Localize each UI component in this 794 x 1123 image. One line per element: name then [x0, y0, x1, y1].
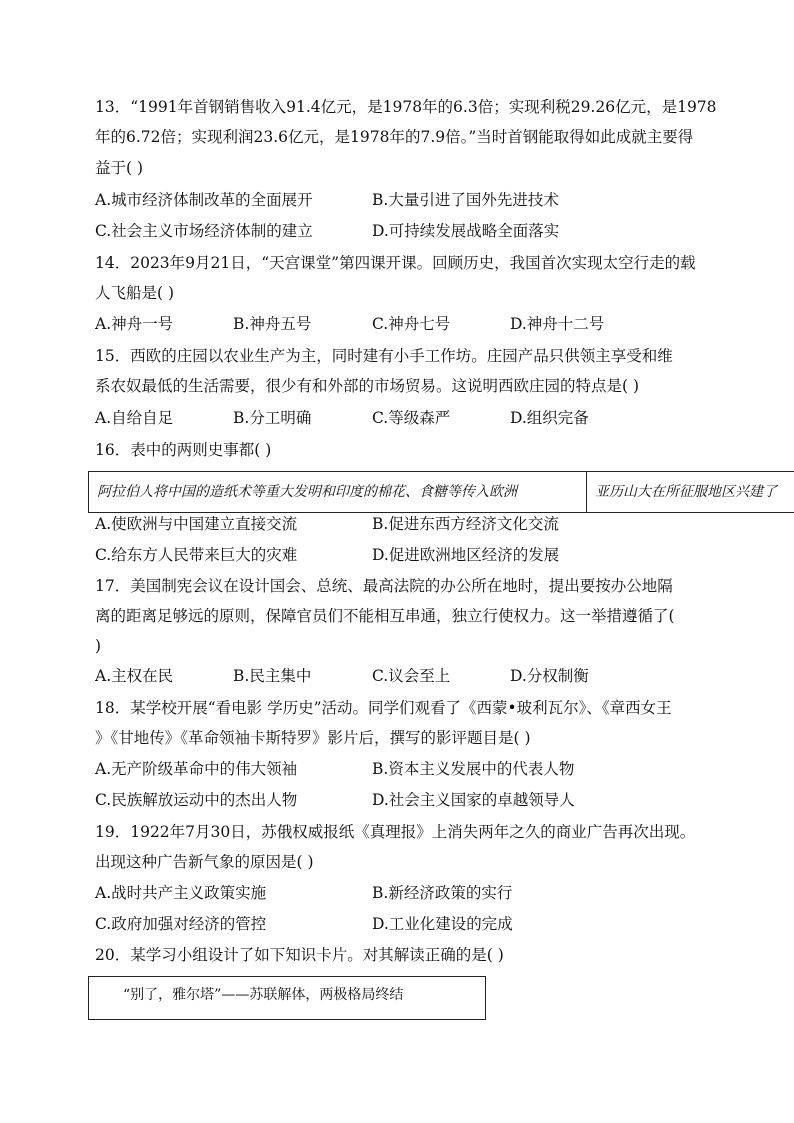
q16-table-cell-2: 亚历山大在所征服地区兴建了 [595, 484, 777, 500]
q19-option-d: D.工业化建设的完成 [372, 915, 513, 933]
q16-option-b: B.促进东西方经济文化交流 [372, 515, 559, 533]
q16-stem-line-1: 16．表中的两则史事都( ) [95, 441, 272, 459]
q13-stem-line-1: 13．“1991年首钢销售收入91.4亿元，是1978年的6.3倍；实现利税29.26亿元，是1978 [95, 98, 717, 116]
q14-stem-line-2: 人飞船是( ) [95, 284, 175, 302]
q13-option-c: C.社会主义市场经济体制的建立 [95, 222, 313, 240]
q17-option-b: B.民主集中 [233, 667, 312, 685]
q19-option-a: A.战时共产主义政策实施 [95, 884, 267, 902]
q13-option-b: B.大量引进了国外先进技术 [372, 191, 559, 209]
q14-option-b: B.神舟五号 [233, 315, 312, 333]
q16-table [88, 471, 794, 513]
q13-option-a: A.城市经济体制改革的全面展开 [95, 191, 313, 209]
q20-knowledge-card [88, 976, 486, 1020]
q18-stem-line-1: 18．某学校开展“看电影 学历史”活动。同学们观看了《西蒙•玻利瓦尔》、《章西女王 [95, 699, 672, 717]
q17-option-c: C.议会至上 [372, 667, 451, 685]
q15-option-a: A.自给自足 [95, 409, 174, 427]
q16-option-d: D.促进欧洲地区经济的发展 [372, 546, 560, 564]
q18-option-d: D.社会主义国家的卓越领导人 [372, 791, 575, 809]
q17-option-d: D.分权制衡 [510, 667, 589, 685]
q16-option-a: A.使欧洲与中国建立直接交流 [95, 515, 298, 533]
q15-stem-line-2: 系农奴最低的生活需要，很少有和外部的市场贸易。这说明西欧庄园的特点是( ) [95, 377, 640, 395]
q17-stem-line-1: 17．美国制宪会议在设计国会、总统、最高法院的办公所在地时，提出要按办公地隔 [95, 577, 673, 595]
q13-option-d: D.可持续发展战略全面落实 [372, 222, 560, 240]
q19-option-c: C.政府加强对经济的管控 [95, 915, 267, 933]
q15-option-b: B.分工明确 [233, 409, 312, 427]
q18-option-a: A.无产阶级革命中的伟大领袖 [95, 760, 298, 778]
q15-option-d: D.组织完备 [510, 409, 589, 427]
q16-option-c: C.给东方人民带来巨大的灾难 [95, 546, 298, 564]
q14-stem-line-1: 14．2023年9月21日，“天宫课堂”第四课开课。回顾历史，我国首次实现太空行走的载 [95, 254, 696, 272]
q18-option-b: B.资本主义发展中的代表人物 [372, 760, 575, 778]
q17-stem-line-2: 离的距离足够远的原则，保障官员们不能相互串通，独立行使权力。这一举措遵循了( [95, 607, 675, 625]
q19-option-b: B.新经济政策的实行 [372, 884, 513, 902]
q16-table-cell-1: 阿拉伯人将中国的造纸术等重大发明和印度的棉花、食糖等传入欧洲 [97, 484, 517, 500]
q19-stem-line-1: 19．1922年7月30日，苏俄权威报纸《真理报》上消失两年之久的商业广告再次出现。 [95, 823, 696, 841]
q19-stem-line-2: 出现这种广告新气象的原因是( ) [95, 853, 314, 871]
q17-option-a: A.主权在民 [95, 667, 174, 685]
q14-option-c: C.神舟七号 [372, 315, 451, 333]
q13-stem-line-3: 益于( ) [95, 159, 144, 177]
q18-stem-line-2: 》《甘地传》《革命领袖卡斯特罗》影片后，撰写的影评题目是( ) [95, 729, 531, 747]
q15-option-c: C.等级森严 [372, 409, 451, 427]
q15-stem-line-1: 15．西欧的庄园以农业生产为主，同时建有小手工作坊。庄园产品只供领主享受和维 [95, 347, 673, 365]
q18-option-c: C.民族解放运动中的杰出人物 [95, 791, 298, 809]
q16-table-divider [586, 472, 587, 512]
q20-card-text: “别了，雅尔塔”——苏联解体，两极格局终结 [123, 987, 404, 1003]
q20-stem-line-1: 20．某学习小组设计了如下知识卡片。对其解读正确的是( ) [95, 946, 504, 964]
q17-stem-line-3: ) [95, 637, 102, 655]
q14-option-d: D.神舟十二号 [510, 315, 605, 333]
q14-option-a: A.神舟一号 [95, 315, 174, 333]
q13-stem-line-2: 年的6.72倍；实现利润23.6亿元，是1978年的7.9倍。”当时首钢能取得如此成就主要得 [95, 128, 694, 146]
